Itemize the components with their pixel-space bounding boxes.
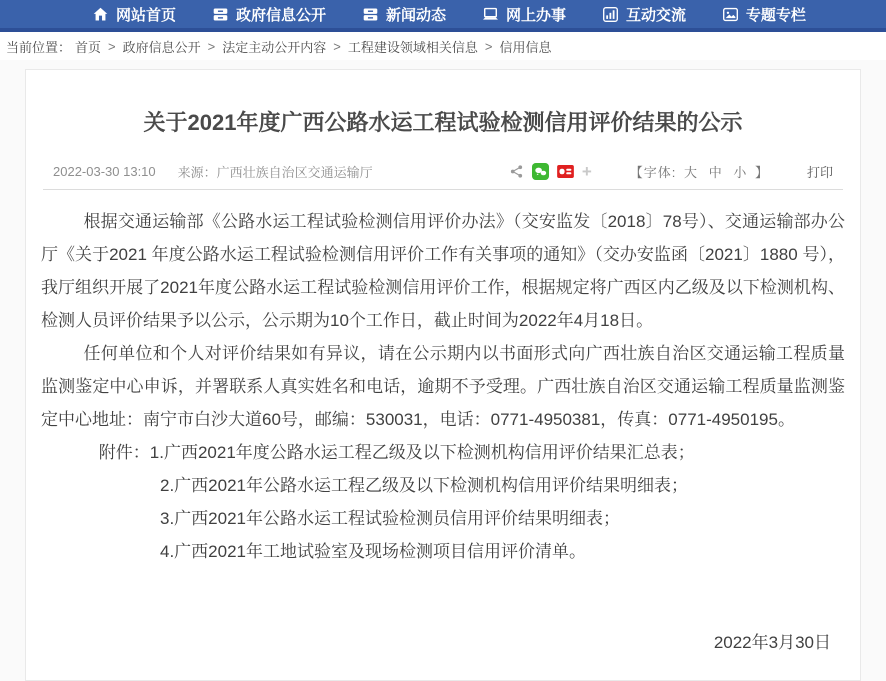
archive-icon <box>362 6 379 23</box>
document-date: 2022年3月30日 <box>713 633 831 652</box>
print-button[interactable]: 打印 <box>806 165 833 180</box>
breadcrumb-item-engineering-info[interactable]: 工程建设领域相关信息 <box>347 39 478 55</box>
font-size-small[interactable]: 小 <box>733 165 748 180</box>
article-meta-left <box>53 162 373 181</box>
attachments-label: 附件： <box>98 443 150 462</box>
nav-item-label: 新闻动态 <box>385 6 446 24</box>
more-share-icon[interactable]: + <box>581 162 592 181</box>
nav-item-online-service[interactable] <box>482 4 566 25</box>
nav-item-interaction[interactable] <box>602 4 686 25</box>
article-meta-bar <box>41 162 845 181</box>
article-body <box>41 205 845 568</box>
share-icon[interactable] <box>509 164 524 179</box>
breadcrumb-separator: > <box>333 38 341 54</box>
page-title: 关于2021年度广西公路水运工程试验检测信用评价结果的公示 <box>143 110 743 135</box>
font-size-prefix: 【字体: <box>629 165 677 180</box>
share-buttons <box>509 163 592 180</box>
home-icon <box>92 6 109 23</box>
font-size-large[interactable]: 大 <box>684 165 699 180</box>
paragraph-1: 根据交通运输部《公路水运工程试验检测信用评价办法》（交安监发〔2018〕78号）、交通运输部办公厅《关于2021 年度公路水运工程试验检测信用评价工作有关事项的通知》（交办安监函〔2021〕1880 号），我厅组织开展了2021年度公路水运工程试验检测信用评价工作，根据规定将广西区内乙级及以下检测机构、检测人员评价结果予以公示，公示期为10个工作日，截止时间为2022年4月18日。 <box>41 212 845 330</box>
attachment-item-3[interactable]: 3.广西2021年公路水运工程试验检测员信用评价结果明细表； <box>160 509 620 528</box>
breadcrumb-item-legal-disclosure[interactable]: 法定主动公开内容 <box>222 39 327 55</box>
breadcrumb-separator: > <box>484 38 493 54</box>
nav-item-label: 网上办事 <box>505 6 566 24</box>
image-icon <box>722 6 739 23</box>
nav-item-news[interactable] <box>362 4 446 25</box>
breadcrumb-separator: > <box>207 38 216 54</box>
article-card <box>25 69 861 681</box>
attachment-item-1[interactable]: 1.广西2021年度公路水运工程乙级及以下检测机构信用评价结果汇总表； <box>149 443 695 462</box>
nav-item-special-topics[interactable] <box>722 4 806 25</box>
nav-item-gov-info[interactable] <box>212 4 326 25</box>
top-nav <box>0 0 886 32</box>
breadcrumb <box>0 32 886 60</box>
breadcrumb-item-credit-info: 信用信息 <box>499 39 552 55</box>
laptop-icon <box>482 6 499 23</box>
breadcrumb-separator: > <box>108 38 116 54</box>
paragraph-2: 任何单位和个人对评价结果如有异议，请在公示期内以书面形式向广西壮族自治区交通运输工程质量监测鉴定中心申诉，并署联系人真实姓名和电话，逾期不予受理。广西壮族自治区交通运输工程质量监测鉴定中心地址：南宁市白沙大道60号，邮编：530031，电话：0771-4950381，传真：0771-4950195。 <box>41 344 845 429</box>
nav-item-home[interactable] <box>92 4 176 25</box>
nav-item-label: 网站首页 <box>116 6 177 24</box>
breadcrumb-item-home[interactable]: 首页 <box>75 39 102 55</box>
article-meta-right <box>509 162 833 181</box>
source-text: 来源：广西壮族自治区交通运输厅 <box>177 165 373 180</box>
archive-icon <box>212 6 229 23</box>
breadcrumb-label: 当前位置： <box>6 39 72 55</box>
attachments-line <box>41 436 845 469</box>
breadcrumb-item-gov-info[interactable]: 政府信息公开 <box>122 39 201 55</box>
font-size-control <box>630 162 769 181</box>
meta-divider <box>43 189 843 190</box>
attachment-item-2[interactable]: 2.广西2021年公路水运工程乙级及以下检测机构信用评价结果明细表； <box>160 476 688 495</box>
wechat-share-icon[interactable] <box>532 163 549 180</box>
font-size-suffix: 】 <box>754 165 769 180</box>
weibo-share-icon[interactable] <box>557 165 574 178</box>
font-size-medium[interactable]: 中 <box>708 165 723 180</box>
nav-item-label: 互动交流 <box>625 6 686 24</box>
publish-datetime: 2022-03-30 13:10 <box>53 164 156 179</box>
bar-chart-icon <box>602 6 619 23</box>
attachment-item-4[interactable]: 4.广西2021年工地试验室及现场检测项目信用评价清单。 <box>160 542 586 561</box>
nav-item-label: 专题专栏 <box>745 6 806 24</box>
nav-item-label: 政府信息公开 <box>235 6 326 24</box>
